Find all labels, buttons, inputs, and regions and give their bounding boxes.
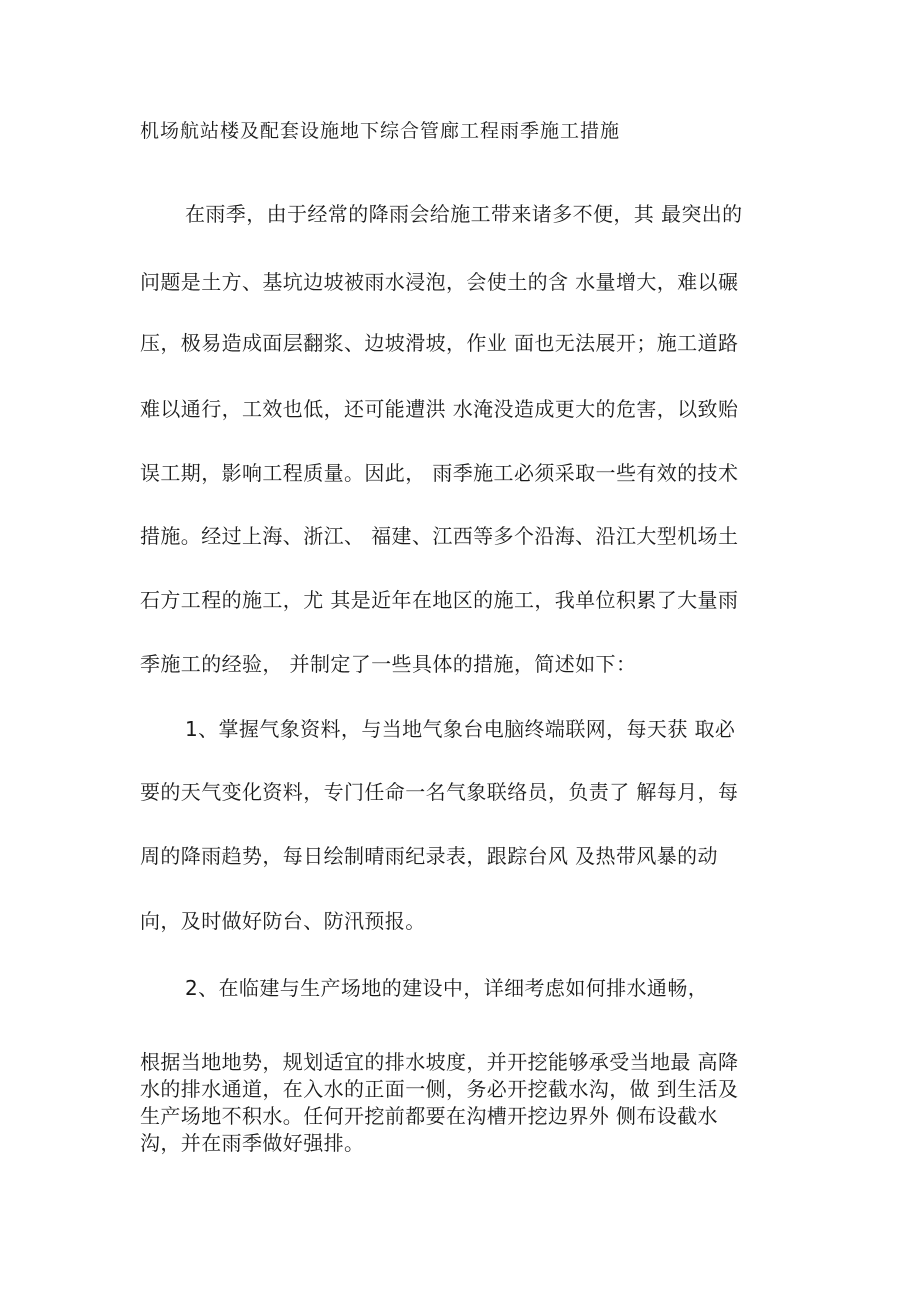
item2-first-line: 2、在临建与生产场地的建设中，详细考虑如何排水通畅， bbox=[185, 976, 709, 1000]
item1-line-1: 1、掌握气象资料，与当地气象台电脑终端联网，每天获 取必 bbox=[185, 717, 736, 741]
intro-line-7: 石方工程的施工，尤 其是近年在地区的施工，我单位积累了大量雨 bbox=[140, 588, 739, 612]
item1-line-3: 周的降雨趋势，每日绘制晴雨纪录表，跟踪台风 及热带风暴的动 bbox=[140, 844, 718, 868]
intro-line-4: 难以通行，工效也低，还可能遭洪 水淹没造成更大的危害，以致贻 bbox=[140, 397, 739, 421]
intro-line-3: 压，极易造成面层翻浆、边坡滑坡，作业 面也无法展开；施工道路 bbox=[140, 331, 739, 355]
item1-line-4: 向，及时做好防台、防汛预报。 bbox=[140, 909, 426, 933]
intro-line-5: 误工期，影响工程质量。因此， 雨季施工必须采取一些有效的技术 bbox=[140, 461, 739, 485]
item2-line-3: 生产场地不积水。任何开挖前都要在沟槽开挖边界外 侧布设截水 bbox=[140, 1104, 718, 1128]
item1-line-2: 要的天气变化资料，专门任命一名气象联络员，负责了 解每月，每 bbox=[140, 780, 739, 804]
intro-line-2: 问题是土方、基坑边坡被雨水浸泡，会使土的含 水量增大，难以碾 bbox=[140, 270, 739, 294]
intro-line-8: 季施工的经验， 并制定了一些具体的措施，简述如下： bbox=[140, 652, 637, 676]
item2-line-2: 水的排水通道，在入水的正面一侧，务必开挖截水沟，做 到生活及 bbox=[140, 1077, 739, 1101]
item2-line-4: 沟，并在雨季做好强排。 bbox=[140, 1131, 365, 1155]
intro-line-6: 措施。经过上海、浙江、 福建、江西等多个沿海、沿江大型机场土 bbox=[140, 524, 739, 548]
document-title: 机场航站楼及配套设施地下综合管廊工程雨季施工措施 bbox=[140, 120, 621, 142]
item2-line-1: 根据当地地势，规划适宜的排水坡度，并开挖能够承受当地最 高降 bbox=[140, 1050, 739, 1074]
intro-line-1: 在雨季，由于经常的降雨会给施工带来诸多不便，其 最突出的 bbox=[185, 202, 743, 226]
